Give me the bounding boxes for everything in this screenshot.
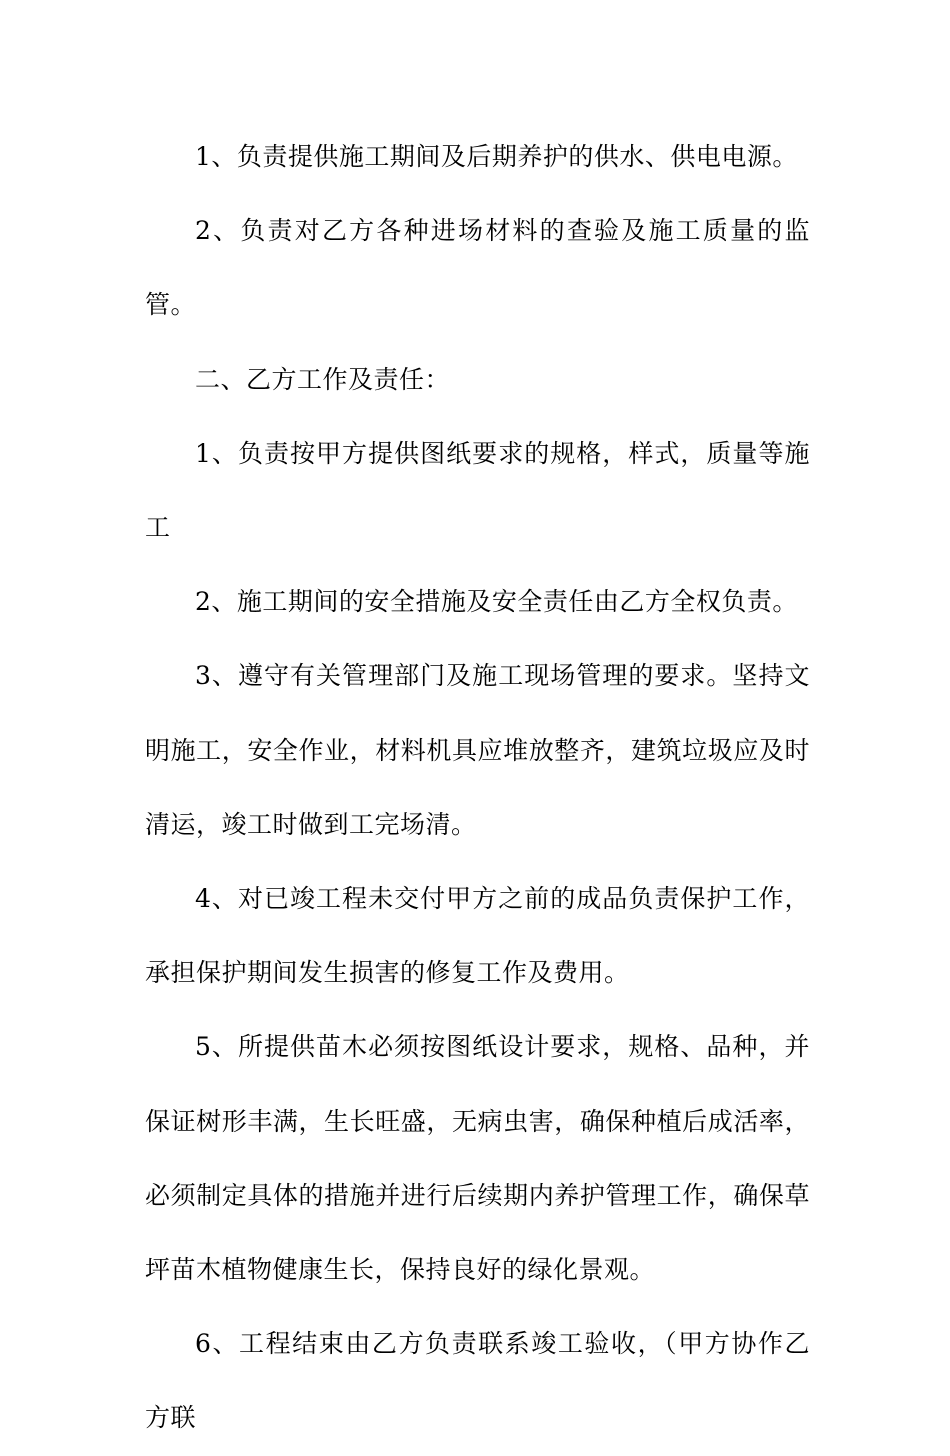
document-body <box>145 120 810 1456</box>
section-heading-party-b: 二、乙方工作及责任： <box>195 364 451 394</box>
paragraph-8: 6、工程结束由乙方负责联系竣工验收，（甲方协作乙方联 <box>145 1329 810 1433</box>
paragraph-2: 2、负责对乙方各种进场材料的查验及施工质量的监管。 <box>145 216 810 320</box>
paragraph-1: 1、负责提供施工期间及后期养护的供水、供电电源。 <box>195 142 798 171</box>
paragraph-4: 2、施工期间的安全措施及安全责任由乙方全权负责。 <box>195 587 798 617</box>
paragraph-5: 3、遵守有关管理部门及施工现场管理的要求。坚持文明施工，安全作业，材料机具应堆放整齐，建筑垃圾应及时清运，竣工时做到工完场清。 <box>145 661 810 839</box>
paragraph-7: 5、所提供苗木必须按图纸设计要求，规格、品种，并保证树形丰满，生长旺盛，无病虫害，确保种植后成活率，必须制定具体的措施并进行后续期内养护管理工作，确保草坪苗木植物健康生长，保持良好的绿化景观。 <box>145 1032 810 1285</box>
paragraph-6: 4、对已竣工程未交付甲方之前的成品负责保护工作，承担保护期间发生损害的修复工作及费用。 <box>145 884 810 988</box>
paragraph-3: 1、负责按甲方提供图纸要求的规格，样式，质量等施工 <box>145 438 810 543</box>
